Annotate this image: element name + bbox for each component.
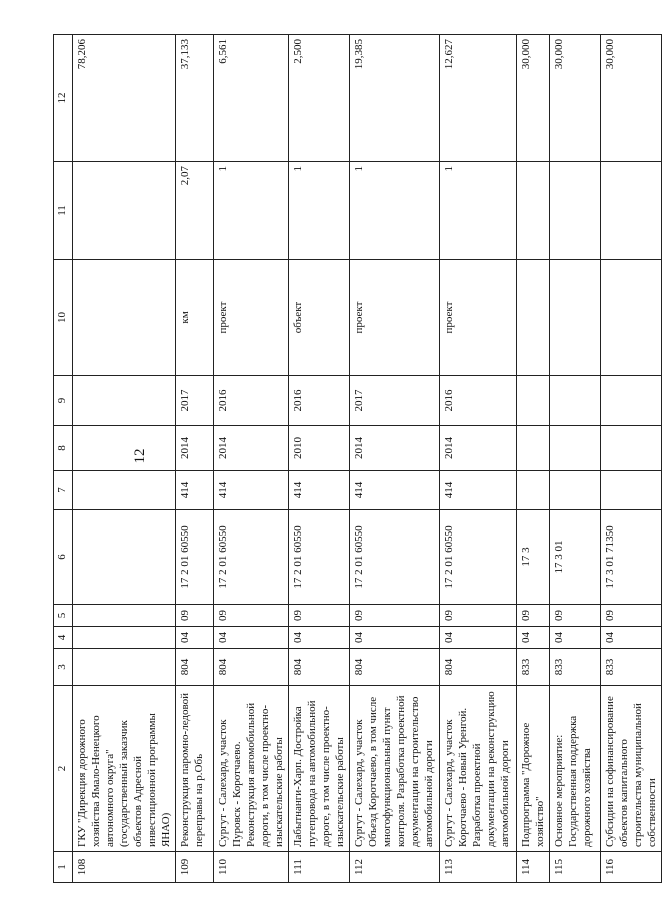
row-number-cell: 112 (350, 852, 440, 883)
column-header: 7 (54, 471, 73, 510)
end-year-cell (73, 376, 176, 426)
start-year-cell: 2014 (176, 426, 214, 471)
capacity-cell: 1 (289, 162, 350, 260)
capacity-cell: 1 (214, 162, 289, 260)
amount-cell: 30,000 (517, 35, 550, 162)
ministry-code-cell: 833 (601, 649, 662, 686)
expense-type-cell: 414 (214, 471, 289, 510)
item-name-cell: Субсидии на софинансирование объектов капитального строительства муниципальной собственности (601, 686, 662, 852)
item-name-cell: Сургут - Салехард, участок Пуровск - Коротчаево. Реконструкция автомобильной дороги, в том числе проектно-изыскательские работы (214, 686, 289, 852)
expense-type-cell (517, 471, 550, 510)
target-article-cell: 17 3 01 (550, 510, 601, 605)
end-year-cell: 2016 (289, 376, 350, 426)
table-row (214, 35, 289, 883)
item-name-cell: ГКУ "Дирекция дорожного хозяйства Ямало-Ненецкого автономного округа" (государственный заказчик объектов Адресной инвестиционной программы ЯНАО) (73, 686, 176, 852)
section-code-cell (73, 627, 176, 649)
expense-type-cell: 414 (176, 471, 214, 510)
ministry-code-cell: 833 (517, 649, 550, 686)
start-year-cell: 2014 (350, 426, 440, 471)
row-number-cell: 113 (440, 852, 517, 883)
unit-cell: проект (440, 260, 517, 376)
subsection-code-cell: 09 (350, 605, 440, 627)
capacity-cell: 1 (350, 162, 440, 260)
column-header: 6 (54, 510, 73, 605)
subsection-code-cell: 09 (440, 605, 517, 627)
subsection-code-cell: 09 (176, 605, 214, 627)
unit-cell (517, 260, 550, 376)
unit-cell: проект (214, 260, 289, 376)
row-number-cell: 108 (73, 852, 176, 883)
target-article-cell: 17 2 01 60550 (350, 510, 440, 605)
start-year-cell (601, 426, 662, 471)
ministry-code-cell: 804 (214, 649, 289, 686)
column-header: 8 (54, 426, 73, 471)
item-name-cell: Подпрограмма "Дорожное хозяйство" (517, 686, 550, 852)
table-row (176, 35, 214, 883)
table-row (289, 35, 350, 883)
end-year-cell: 2016 (214, 376, 289, 426)
row-number-cell: 114 (517, 852, 550, 883)
section-code-cell: 04 (350, 627, 440, 649)
column-header: 12 (54, 35, 73, 162)
budget-table-container (53, 35, 658, 883)
end-year-cell (601, 376, 662, 426)
column-header: 2 (54, 686, 73, 852)
ministry-code-cell: 833 (550, 649, 601, 686)
expense-type-cell: 414 (440, 471, 517, 510)
capacity-cell: 1 (440, 162, 517, 260)
row-number-cell: 111 (289, 852, 350, 883)
target-article-cell: 17 2 01 60550 (440, 510, 517, 605)
unit-cell (601, 260, 662, 376)
target-article-cell: 17 2 01 60550 (214, 510, 289, 605)
header-row (54, 35, 73, 883)
capacity-cell (517, 162, 550, 260)
section-code-cell: 04 (214, 627, 289, 649)
capacity-cell (601, 162, 662, 260)
table-row (517, 35, 550, 883)
amount-cell: 78,206 (73, 35, 176, 162)
start-year-cell: 2010 (289, 426, 350, 471)
expense-type-cell (73, 471, 176, 510)
target-article-cell: 17 2 01 60550 (176, 510, 214, 605)
start-year-cell (550, 426, 601, 471)
expense-type-cell (601, 471, 662, 510)
amount-cell: 37,133 (176, 35, 214, 162)
ministry-code-cell: 804 (440, 649, 517, 686)
row-number-cell: 110 (214, 852, 289, 883)
target-article-cell: 17 3 01 71350 (601, 510, 662, 605)
target-article-cell (73, 510, 176, 605)
expense-type-cell (550, 471, 601, 510)
target-article-cell: 17 2 01 60550 (289, 510, 350, 605)
ministry-code-cell: 804 (289, 649, 350, 686)
unit-cell: км (176, 260, 214, 376)
end-year-cell (550, 376, 601, 426)
section-code-cell: 04 (176, 627, 214, 649)
subsection-code-cell: 09 (601, 605, 662, 627)
end-year-cell: 2017 (350, 376, 440, 426)
item-name-cell: Сургут - Салехард, участок Объезд Коротчаево, в том числе многофункциональный пункт контроля. Разработка проектной документации на строительство автомобильной дороги (350, 686, 440, 852)
rotated-table-wrapper (53, 35, 658, 883)
unit-cell (550, 260, 601, 376)
target-article-cell: 17 3 (517, 510, 550, 605)
column-header: 4 (54, 627, 73, 649)
subsection-code-cell: 09 (214, 605, 289, 627)
capacity-cell: 2,07 (176, 162, 214, 260)
row-number-cell: 116 (601, 852, 662, 883)
start-year-cell (517, 426, 550, 471)
section-code-cell: 04 (550, 627, 601, 649)
amount-cell: 19,385 (350, 35, 440, 162)
row-number-cell: 115 (550, 852, 601, 883)
column-header: 5 (54, 605, 73, 627)
ministry-code-cell: 804 (350, 649, 440, 686)
end-year-cell: 2017 (176, 376, 214, 426)
column-header: 9 (54, 376, 73, 426)
column-header: 1 (54, 852, 73, 883)
row-number-cell: 109 (176, 852, 214, 883)
table-row (350, 35, 440, 883)
column-header: 10 (54, 260, 73, 376)
table-row (440, 35, 517, 883)
amount-cell: 30,000 (601, 35, 662, 162)
capacity-cell (73, 162, 176, 260)
expense-type-cell: 414 (289, 471, 350, 510)
amount-cell: 2,500 (289, 35, 350, 162)
unit-cell (73, 260, 176, 376)
table-row (550, 35, 601, 883)
item-name-cell: Лабытнанги-Харп. Достройка путепровода на автомобильной дороге, в том числе проектно-изыскательские работы (289, 686, 350, 852)
subsection-code-cell (73, 605, 176, 627)
amount-cell: 12,627 (440, 35, 517, 162)
table-row (601, 35, 662, 883)
end-year-cell (517, 376, 550, 426)
item-name-cell: Основное мероприятие: Государственная поддержка дорожного хозяйства (550, 686, 601, 852)
end-year-cell: 2016 (440, 376, 517, 426)
column-header: 11 (54, 162, 73, 260)
subsection-code-cell: 09 (550, 605, 601, 627)
unit-cell: проект (350, 260, 440, 376)
section-code-cell: 04 (289, 627, 350, 649)
ministry-code-cell: 804 (176, 649, 214, 686)
section-code-cell: 04 (440, 627, 517, 649)
unit-cell: объект (289, 260, 350, 376)
subsection-code-cell: 09 (289, 605, 350, 627)
page-number: 12 (132, 448, 148, 464)
section-code-cell: 04 (601, 627, 662, 649)
subsection-code-cell: 09 (517, 605, 550, 627)
budget-table (53, 34, 662, 883)
amount-cell: 6,561 (214, 35, 289, 162)
item-name-cell: Реконструкция паромно-ледовой переправы на р.Обь (176, 686, 214, 852)
ministry-code-cell (73, 649, 176, 686)
start-year-cell: 2014 (440, 426, 517, 471)
start-year-cell: 2014 (214, 426, 289, 471)
section-code-cell: 04 (517, 627, 550, 649)
table-row (73, 35, 176, 883)
column-header: 3 (54, 649, 73, 686)
start-year-cell (73, 426, 176, 471)
amount-cell: 30,000 (550, 35, 601, 162)
item-name-cell: Сургут - Салехард, участок Коротчаево - Новый Уренгой. Разработка проектной документации на реконструкцию автомобильной дороги (440, 686, 517, 852)
expense-type-cell: 414 (350, 471, 440, 510)
capacity-cell (550, 162, 601, 260)
